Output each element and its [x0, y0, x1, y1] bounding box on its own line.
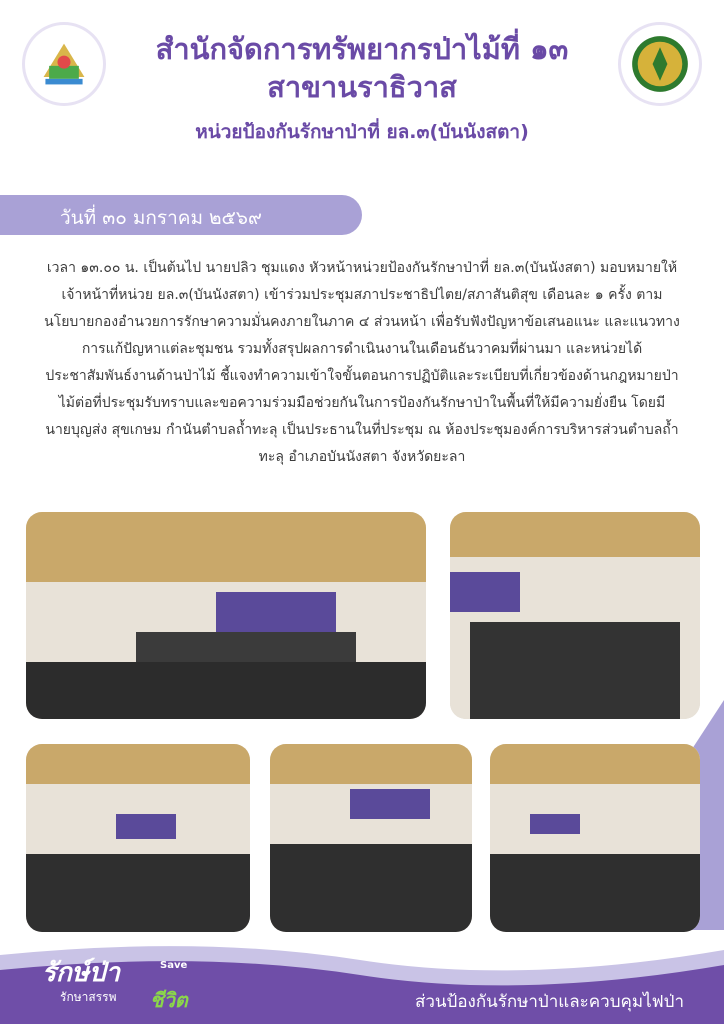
brand-subtext: รักษาสรรพ: [60, 990, 117, 1004]
body-paragraph: เวลา ๑๓.๐๐ น. เป็นต้นไป นายปลิว ชุมแดง หัวหน้าหน่วยป้องกันรักษาป่าที่ ยล.๓(บันนังสตา) มอบหมายให้เจ้าหน้าที่หน่วย ยล.๓(บันนังสตา) เข้าร่วมประชุมสภาประชาธิปไตย/สภาสันติสุข เดือนละ ๑ ครั้ง ตามนโยบายกองอำนวยการรักษาความมั่นคงภายในภาค ๔ ส่วนหน้า เพื่อรับฟังปัญหาข้อเสนอแนะ และแนวทางการแก้ปัญหาแต่ละชุมชน รวมทั้งสรุปผลการดำเนินงานในเดือนธันวาคมที่ผ่านมา และหน่วยได้ประชาสัมพันธ์งานด้านป่าไม้ ชี้แจงทำความเข้าใจขั้นตอนการปฏิบัติและระเบียบที่เกี่ยวข้องด้านกฎหมายป่าไม้ต่อที่ประชุมรับทราบและขอความร่วมมือช่วยกันในการป้องกันรักษาป่าในพื้นที่ให้มีความยั่งยืน โดยมี นายบุญส่ง สุขเกษม กำนันตำบลถ้ำทะลุ เป็นประธานในที่ประชุม ณ ห้องประชุมองค์การบริหารส่วนตำบลถ้ำทะลุ อำเภอบันนังสตา จังหวัดยะลา: [44, 260, 680, 465]
page-title: [110, 30, 614, 106]
meeting-photo-2: [450, 512, 700, 719]
brand-logo-text: รักษ์ป่า: [42, 958, 120, 988]
meeting-photo-4: [270, 744, 472, 932]
title-line-1: สำนักจัดการทรัพยากรป่าไม้ที่ ๑๓: [155, 32, 569, 66]
left-emblem-icon: [22, 22, 106, 106]
page-subtitle: หน่วยป้องกันรักษาป่าที่ ยล.๓(บันนังสตา): [195, 121, 529, 143]
meeting-photo-5: [490, 744, 700, 932]
brand-save-text: Save: [160, 960, 188, 971]
date-label: วันที่ ๓๐ มกราคม ๒๕๖๙: [60, 207, 262, 229]
date-banner: [0, 195, 362, 235]
right-emblem-icon: [618, 22, 702, 106]
title-line-2: สาขานราธิวาส: [267, 70, 457, 104]
meeting-photo-3: [26, 744, 250, 932]
brand-life-text: ชีวิต: [150, 988, 188, 1012]
meeting-photo-1: [26, 512, 426, 719]
department-label: ส่วนป้องกันรักษาป่าและควบคุมไฟป่า: [415, 992, 684, 1012]
